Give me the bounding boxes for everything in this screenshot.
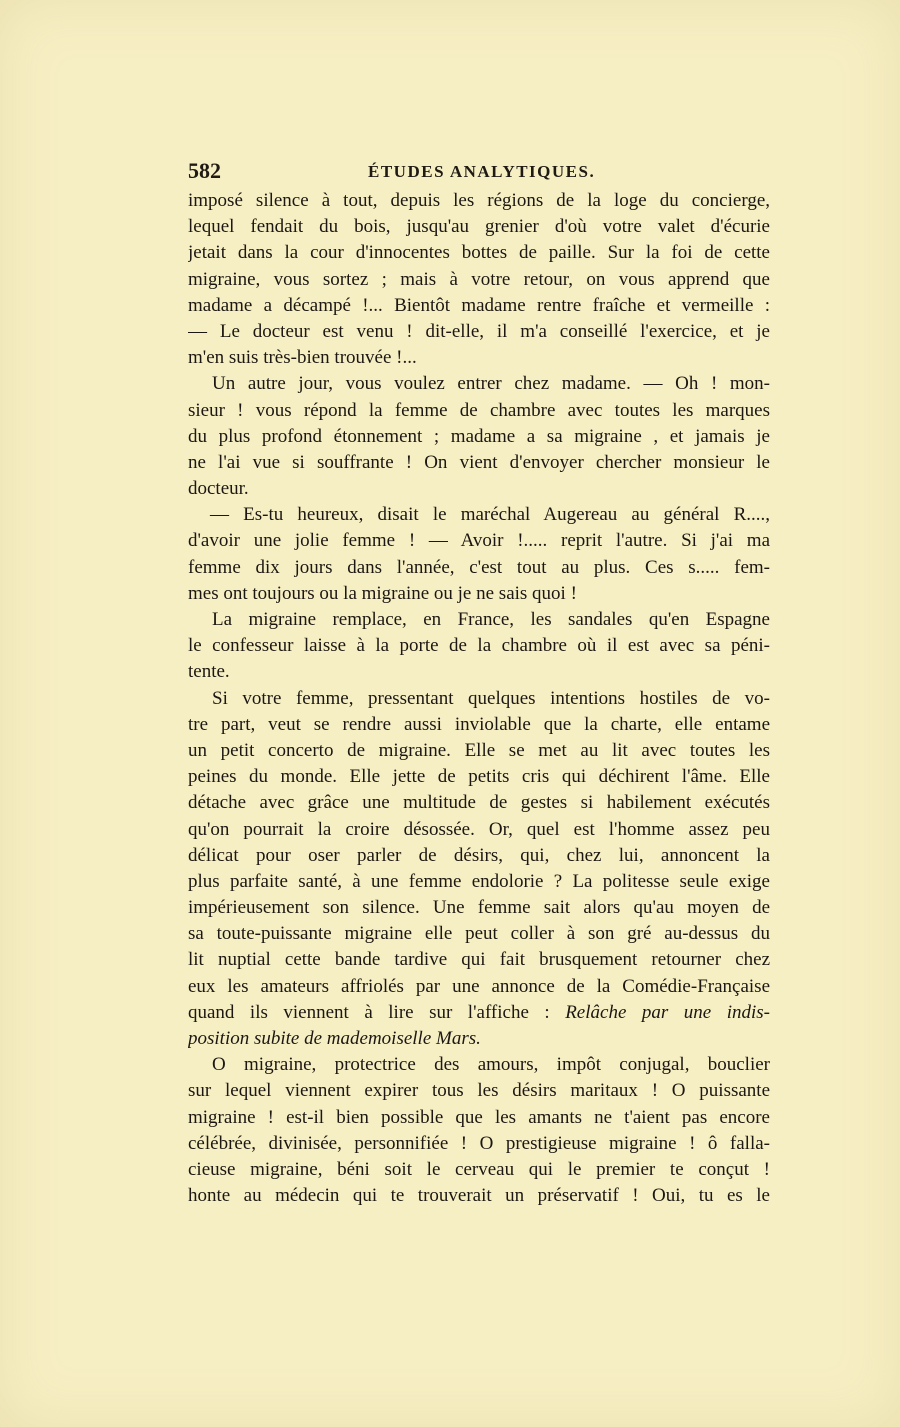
text-line: O migraine, protectrice des amours, impôt conjugal, bouclier bbox=[212, 1054, 770, 1076]
text-line: mes ont toujours ou la migraine ou je ne sais quoi ! bbox=[188, 582, 577, 604]
text-line: sa toute-puissante migraine elle peut coller à son gré au-dessus du bbox=[188, 923, 770, 945]
text-line: tente. bbox=[188, 661, 230, 683]
text-line: Un autre jour, vous voulez entrer chez madame. — Oh ! mon- bbox=[212, 373, 770, 395]
text-line: — Le docteur est venu ! dit-elle, il m'a conseillé l'exercice, et je bbox=[188, 320, 770, 342]
text-line: sur lequel viennent expirer tous les désirs maritaux ! O puissante bbox=[188, 1080, 770, 1102]
text-line: femme dix jours dans l'année, c'est tout au plus. Ces s..... fem- bbox=[188, 556, 770, 578]
text-line: eux les amateurs affriolés par une annonce de la Comédie-Française bbox=[188, 975, 770, 997]
text-segment: quand ils viennent à lire sur l'affiche : bbox=[188, 1001, 566, 1023]
text-line: ne l'ai vue si souffrante ! On vient d'envoyer chercher monsieur le bbox=[188, 451, 770, 473]
text-line: La migraine remplace, en France, les sandales qu'en Espagne bbox=[212, 609, 770, 630]
text-line: cieuse migraine, béni soit le cerveau qui le premier te conçut ! bbox=[188, 1158, 770, 1180]
text-line: jetait dans la cour d'innocentes bottes de paille. Sur la foi de cette bbox=[188, 242, 770, 264]
text-line: honte au médecin qui te trouverait un préservatif ! Oui, tu es le bbox=[188, 1185, 770, 1207]
text-line: impérieusement son silence. Une femme sait alors qu'au moyen de bbox=[188, 897, 770, 919]
text-line: docteur. bbox=[188, 478, 249, 500]
page-number: 582 bbox=[188, 158, 221, 183]
text-line: un petit concerto de migraine. Elle se met au lit avec toutes les bbox=[188, 739, 770, 761]
italic-segment: Relâche par une indis- bbox=[565, 1001, 770, 1023]
text-line: peines du monde. Elle jette de petits cris qui déchirent l'âme. Elle bbox=[188, 766, 770, 788]
text-line-italic: position subite de mademoiselle Mars. bbox=[188, 1028, 481, 1049]
text-line: lequel fendait du bois, jusqu'au grenier d'où votre valet d'écurie bbox=[188, 216, 770, 238]
text-line: — Es-tu heureux, disait le maréchal Augereau au général R...., bbox=[210, 504, 770, 526]
text-line: délicat pour oser parler de désirs, qui, chez lui, annoncent la bbox=[188, 844, 770, 866]
text-line: imposé silence à tout, depuis les régions de la loge du concierge, bbox=[188, 190, 770, 211]
text-line: Si votre femme, pressentant quelques intentions hostiles de vo- bbox=[212, 687, 770, 709]
text-line-with-italic bbox=[188, 1000, 770, 1026]
text-line: sieur ! vous répond la femme de chambre avec toutes les marques bbox=[188, 399, 770, 421]
text-line: le confesseur laisse à la porte de la chambre où il est avec sa péni- bbox=[188, 635, 770, 657]
text-line: m'en suis très-bien trouvée !... bbox=[188, 347, 417, 369]
text-line: célébrée, divinisée, personnifiée ! O prestigieuse migraine ! ô falla- bbox=[188, 1132, 770, 1154]
running-head: ÉTUDES ANALYTIQUES. bbox=[368, 162, 596, 181]
text-line: migraine ! est-il bien possible que les amants ne t'aient pas encore bbox=[188, 1106, 770, 1128]
page-header bbox=[188, 158, 770, 188]
text-line: plus parfaite santé, à une femme endolorie ? La politesse seule exige bbox=[188, 870, 770, 892]
text-line: tre part, veut se rendre aussi inviolable que la charte, elle entame bbox=[188, 713, 770, 735]
text-line: lit nuptial cette bande tardive qui fait brusquement retourner chez bbox=[188, 949, 770, 971]
text-line: d'avoir une jolie femme ! — Avoir !..... reprit l'autre. Si j'ai ma bbox=[188, 530, 770, 552]
text-line: du plus profond étonnement ; madame a sa migraine , et jamais je bbox=[188, 425, 770, 447]
text-line: détache avec grâce une multitude de gestes si habilement exécutés bbox=[188, 792, 770, 814]
text-line: migraine, vous sortez ; mais à votre retour, on vous apprend que bbox=[188, 268, 770, 290]
text-line: qu'on pourrait la croire désossée. Or, quel est l'homme assez peu bbox=[188, 818, 770, 840]
text-line: madame a décampé !... Bientôt madame rentre fraîche et vermeille : bbox=[188, 294, 770, 316]
body-text bbox=[188, 188, 770, 1209]
